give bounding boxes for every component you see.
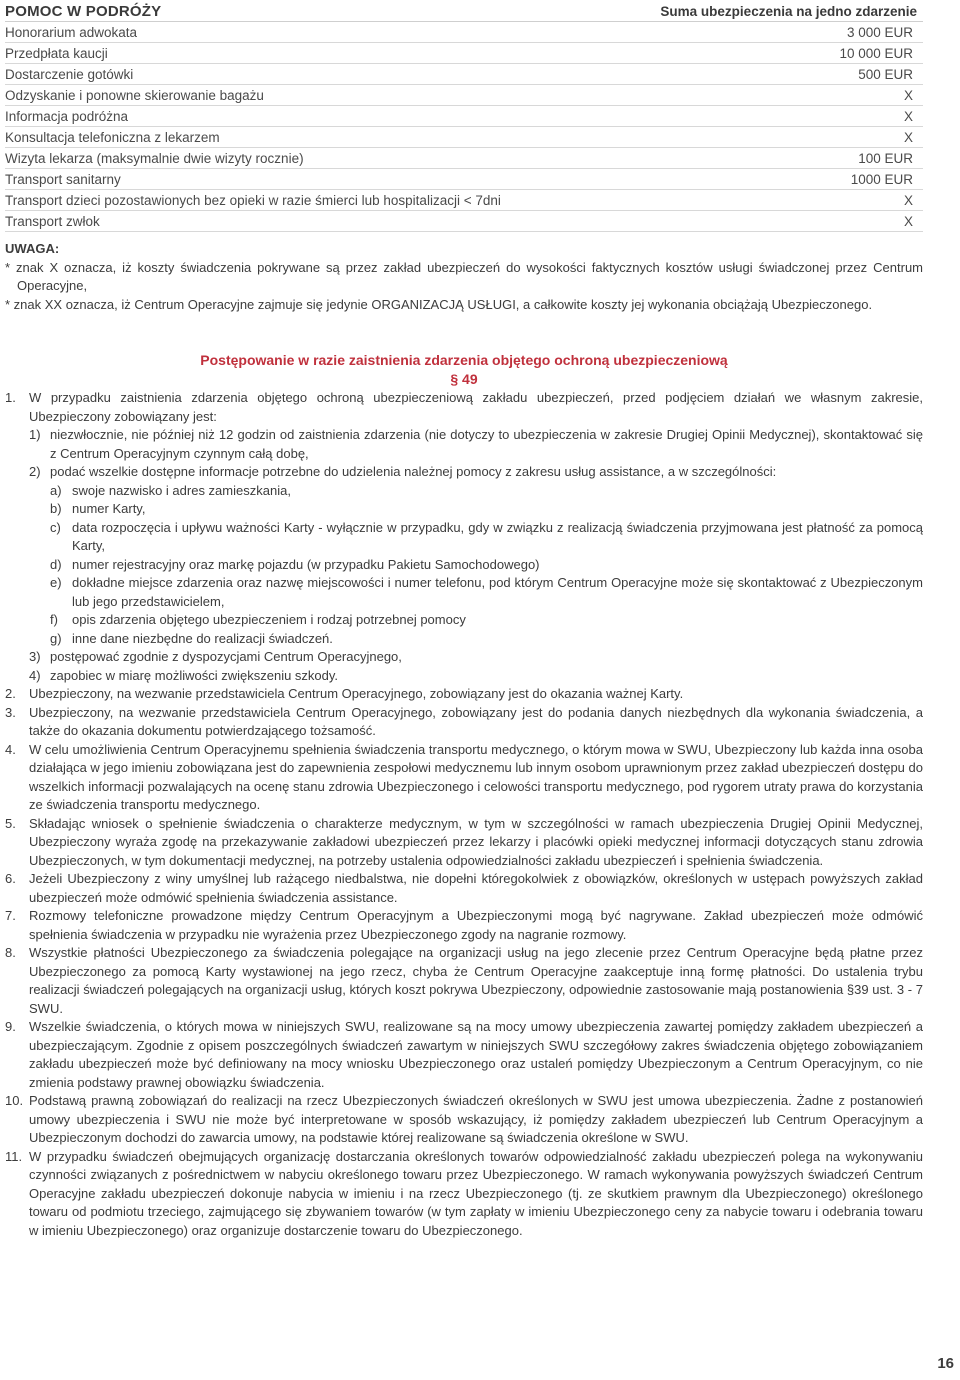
item-text: W przypadku zaistnienia zdarzenia objętego ochroną ubezpieczeniową zakładu ubezpieczeń, przed podjęciem działań we własnym zakresie, Ubezpieczony zobowiązany jest: — [29, 390, 923, 424]
item-text: Wszystkie płatności Ubezpieczonego za świadczenia polegające na organizacji usług na jego zlecenie przez Centrum Operacyjne będą płatne przez Ubezpieczonego za pomocą Karty wystawionej na jego rzecz, chyba że Centrum Operacyjne zaakceptuje inną formę płatności. Do ustalenia trybu realizacji świadczeń polegających na organizacji usług, których koszt pokrywa Ubezpieczony, odpowiednie zastosowanie mają postanowienia §39 ust. 3 - 7 SWU. — [29, 945, 923, 1016]
item-number: 4. — [5, 741, 16, 757]
sub-sub-item-text: numer Karty, — [72, 501, 146, 516]
sub-sub-item — [50, 556, 923, 575]
sub-sub-item-letter: d) — [50, 556, 62, 572]
sub-sub-item-letter: c) — [50, 519, 61, 535]
table-row — [5, 127, 923, 148]
list-item — [5, 1092, 923, 1148]
note-item: * znak XX oznacza, iż Centrum Operacyjne zajmuje się jedynie ORGANIZACJĄ USŁUGI, a całkowite koszty jej wykonania obciążają Ubezpieczonego. — [5, 296, 873, 312]
paragraph-number: § 49 — [450, 371, 478, 387]
table-row — [5, 190, 923, 211]
sub-sub-item — [50, 482, 923, 501]
list-item — [5, 685, 923, 704]
row-label: Przedpłata kaucji — [5, 45, 108, 61]
sub-sub-item-letter: e) — [50, 575, 62, 590]
item-number: 5. — [5, 815, 16, 831]
row-value: 100 EUR — [858, 150, 913, 166]
table-header — [5, 1, 923, 22]
item-number: 3. — [5, 704, 16, 720]
table-row — [5, 148, 923, 169]
sub-sub-item-text: opis zdarzenia objętego ubezpieczeniem i rodzaj potrzebnej pomocy — [72, 612, 466, 627]
item-text: W przypadku świadczeń obejmujących organizację dostarczania określonych towarów odpowiedzialność zakładu ubezpieczeń polega na wykonywaniu czynności związanych z pośrednictwem w nabyciu określonego towaru przez Ubezpieczonego. W ramach wykonywania powyższych świadczeń Centrum Operacyjne zakładu ubezpieczeń dokonuje nabycia w imieniu i na rzecz Ubezpieczonego (tj. ze skutkiem prawnym dla Ubezpieczonego) określonego towaru od podmiotu trzeciego, zajmującego się zbywaniem towarów (w tym zapłaty w imieniu Ubezpieczonego ceny za nabycie towaru i odebrania towaru w imieniu Ubezpieczonego) oraz organizuje dostarczenie towaru do Ubezpieczonego. — [29, 1148, 923, 1238]
table-row — [5, 85, 923, 106]
sub-item-text: zapobiec w miarę możliwości zwiększeniu szkody. — [50, 667, 339, 683]
row-label: Transport dzieci pozostawionych bez opieki w razie śmierci lub hospitalizacji < 7dni — [5, 192, 501, 208]
list-item — [5, 704, 923, 741]
row-value: X — [903, 213, 913, 229]
table-row — [5, 211, 923, 232]
row-label: Odzyskanie i ponowne skierowanie bagażu — [5, 87, 264, 103]
row-label: Dostarczenie gotówki — [5, 66, 134, 82]
section-body — [5, 389, 923, 1240]
item-number: 10. — [5, 1093, 24, 1108]
sub-item-text: podać wszelkie dostępne informacje potrzebne do udzielenia należnej pomocy z zakresu usług assistance, a w szczególności: — [50, 464, 777, 479]
table-title: POMOC W PODRÓŻY — [5, 2, 162, 20]
list-item — [5, 944, 923, 1018]
row-value: X — [903, 129, 913, 145]
page-number: 16 — [937, 1355, 954, 1372]
table-row — [5, 22, 923, 43]
list-item — [5, 389, 923, 426]
row-value: X — [903, 87, 913, 103]
sub-sub-item-text: swoje nazwisko i adres zamieszkania, — [72, 482, 291, 498]
sub-sub-item-letter: f) — [50, 612, 58, 627]
coverage-table — [5, 1, 923, 232]
sub-sub-item-text: inne dane niezbędne do realizacji świadczeń. — [72, 630, 333, 646]
sub-sub-item — [50, 500, 923, 519]
row-value: X — [903, 192, 913, 208]
section-title: Postępowanie w razie zaistnienia zdarzenia objętego ochroną ubezpieczeniową — [200, 352, 728, 368]
sub-item-number: 3) — [29, 649, 41, 664]
row-label: Wizyta lekarza (maksymalnie dwie wizyty rocznie) — [5, 150, 304, 166]
list-item — [5, 1018, 923, 1092]
item-text: Jeżeli Ubezpieczony z winy umyślnej lub rażącego niedbalstwa, nie dopełni któregokolwiek z obowiązków, określonych w ustępach powyższych zakład ubezpieczeń może odmówić spełnienia świadczenia assistance. — [29, 871, 923, 905]
sub-sub-item — [50, 519, 923, 556]
sub-sub-item-text: data rozpoczęcia i upływu ważności Karty - wyłącznie w przypadku, gdy w związku z realizacją świadczenia przyjmowana jest płatność za pomocą Karty, — [72, 519, 923, 553]
sub-sub-item — [50, 630, 923, 649]
notes-block — [5, 240, 923, 314]
sub-item-text: postępować zgodnie z dyspozycjami Centrum Operacyjnego, — [50, 649, 402, 664]
sub-item — [29, 426, 923, 463]
table-row — [5, 106, 923, 127]
list-item — [5, 741, 923, 815]
list-item — [5, 1148, 923, 1241]
row-label: Informacja podróżna — [5, 108, 129, 124]
note-item: * znak X oznacza, iż koszty świadczenia pokrywane są przez zakład ubezpieczeń do wysokości faktycznych kosztów usługi świadczonej przez Centrum Operacyjne, — [5, 259, 923, 293]
sub-sub-item-text: numer rejestracyjny oraz markę pojazdu (w przypadku Pakietu Samochodowego) — [72, 556, 540, 572]
table-row — [5, 43, 923, 64]
item-text: Podstawą prawną zobowiązań do realizacji na rzecz Ubezpieczonych świadczeń określonych w SWU jest umowa ubezpieczenia. Żadne z postanowień umowy ubezpieczenia i SWU nie może być interpretowane w sposób wskazujący, iż pomiędzy zakładem ubezpieczeń lub Centrum Operacyjnym a Ubezpieczonym dochodzi do zawarcia umowy, na podstawie której realizowane są świadczenia określone w SWU. — [29, 1093, 923, 1145]
sub-item — [29, 463, 923, 482]
item-number: 1. — [5, 390, 16, 405]
item-number: 2. — [5, 686, 16, 701]
sum-header: Suma ubezpieczenia na jedno zdarzenie — [660, 3, 917, 19]
row-value: 1000 EUR — [850, 171, 913, 187]
sub-sub-item — [50, 611, 923, 630]
item-text: Ubezpieczony, na wezwanie przedstawiciela Centrum Operacyjnego, zobowiązany jest do okazania ważnej Karty. — [29, 686, 684, 701]
row-value: 500 EUR — [858, 66, 913, 82]
row-label: Konsultacja telefoniczna z lekarzem — [5, 129, 220, 145]
row-label: Honorarium adwokata — [5, 24, 138, 40]
sub-sub-item-letter: g) — [50, 630, 62, 646]
item-number: 7. — [5, 908, 16, 923]
table-row — [5, 64, 923, 85]
item-text: Ubezpieczony, na wezwanie przedstawiciela Centrum Operacyjnego, zobowiązany jest do podania danych niezbędnych dla wykonania świadczenia, a także do okazania dokumentu potwierdzającego tożsamość. — [29, 704, 923, 738]
sub-sub-item-letter: b) — [50, 501, 62, 516]
item-text: Wszelkie świadczenia, o których mowa w niniejszych SWU, realizowane są na mocy umowy ubezpieczenia zawartej pomiędzy zakładem ubezpieczeń a ubezpieczającym. Zgodnie z opisem poszczególnych świadczeń zawartym w niniejszych SWU szczegółowy zakres świadczenia objętego zobowiązaniem zakładu ubezpieczeń może być definiowany na mocy wniosku Ubezpieczonego oraz ustaleń pomiędzy Ubezpieczonym a Centrum Operacyjnym, co nie zmienia podstawy prawnej obowiązku świadczenia. — [29, 1019, 923, 1090]
table-row — [5, 169, 923, 190]
item-number: 6. — [5, 871, 16, 886]
row-label: Transport sanitarny — [5, 171, 121, 187]
list-item — [5, 815, 923, 871]
sub-sub-item-text: dokładne miejsce zdarzenia oraz nazwę miejscowości i numer telefonu, pod którym Centrum Operacyjne może się skontaktować z Ubezpieczonym lub jego przedstawicielem, — [72, 575, 923, 609]
item-number: 8. — [5, 945, 16, 960]
sub-item-number: 2) — [29, 464, 41, 479]
row-label: Transport zwłok — [5, 213, 100, 229]
item-number: 9. — [5, 1019, 16, 1034]
notes-heading: UWAGA: — [5, 241, 60, 256]
sub-item-text: niezwłocznie, nie później niż 12 godzin od zaistnienia zdarzenia (nie dotyczy to ubezpieczenia w zakresie Drugiej Opinii Medycznej), skontaktować się z Centrum Operacyjnym czynnym całą dobę, — [50, 427, 923, 461]
row-value: X — [903, 108, 913, 124]
sub-sub-item — [50, 574, 923, 611]
sub-item-number: 1) — [29, 427, 41, 442]
sub-item-number: 4) — [29, 667, 41, 683]
row-value: 3 000 EUR — [846, 24, 913, 40]
item-number: 11. — [5, 1148, 23, 1164]
section-heading — [5, 351, 923, 389]
sub-item — [29, 648, 923, 667]
item-text: Rozmowy telefoniczne prowadzone między Centrum Operacyjnym a Ubezpieczonymi mogą być nagrywane. Zakład ubezpieczeń może odmówić spełnienia świadczenia w przypadku nie wyrażenia przez Ubezpieczonego zgody na nagranie rozmowy. — [29, 908, 923, 942]
sub-item — [29, 667, 923, 686]
sub-sub-item-letter: a) — [50, 482, 62, 498]
row-value: 10 000 EUR — [839, 45, 913, 61]
list-item — [5, 870, 923, 907]
item-text: W celu umożliwienia Centrum Operacyjnemu spełnienia świadczenia transportu medycznego, o którym mowa w SWU, Ubezpieczony lub każda inna osoba działająca w jego imieniu zobowiązana jest do zapewnienia zespołowi medycznemu lub innym osobom uprawnionym przez zakład ubezpieczeń dostępu do wszelkich informacji pozwalających na ocenę stanu zdrowia Ubezpieczonego i celowości transportu medycznego, pod rygorem utraty prawa do korzystania ze świadczenia transportu medycznego. — [29, 741, 923, 812]
list-item — [5, 907, 923, 944]
item-text: Składając wniosek o spełnienie świadczenia o charakterze medycznym, w tym w szczególności w ramach ubezpieczenia Drugiej Opinii Medycznej, Ubezpieczony wyraża zgodę na przekazywanie zakładowi ubezpieczeń przez lekarzy i placówki opieki medycznej informacji dotyczących stanu zdrowia Ubezpieczonych, w tym dokumentacji medycznej, na potrzeby ustalenia odpowiedzialności zakładu ubezpieczeń i spełnienia świadczenia. — [29, 815, 923, 868]
